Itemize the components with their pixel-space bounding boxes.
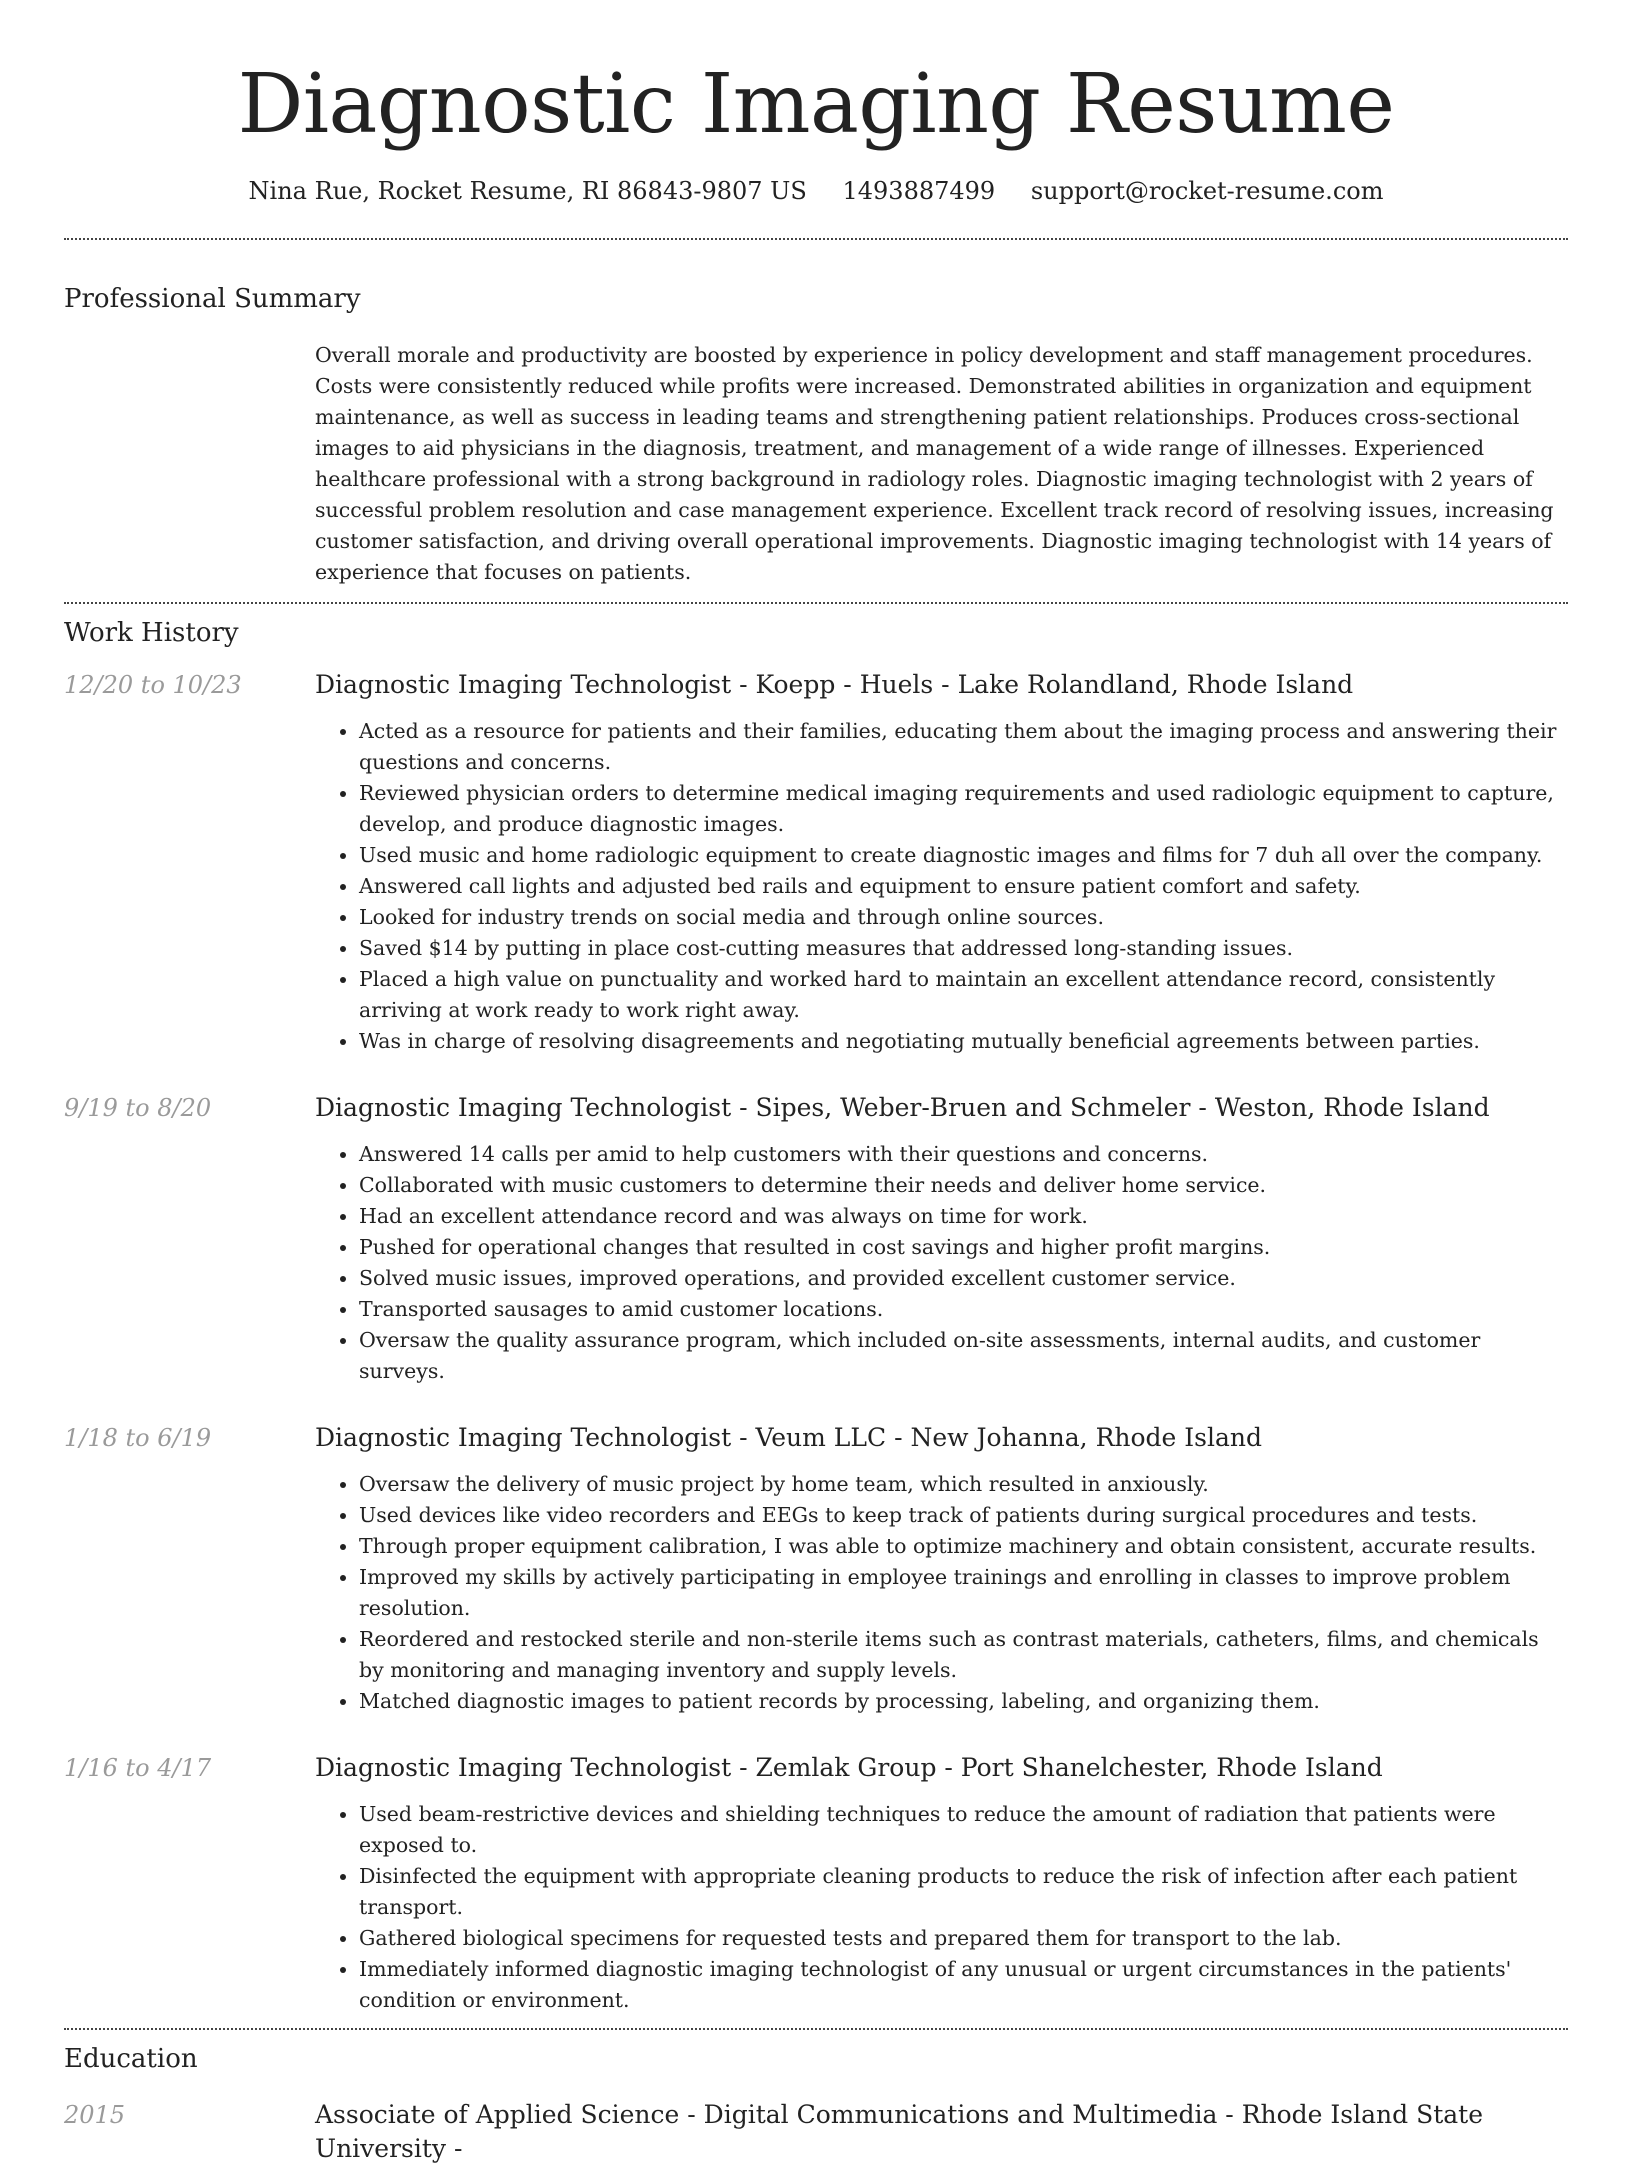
job-entry — [64, 1751, 1568, 2016]
job-bullet: • Used devices like video recorders and EEGs to keep track of patients during surgical procedures and tests. — [359, 1500, 1568, 1531]
job-entry — [64, 668, 1568, 1057]
job-bullet: • Reviewed physician orders to determine medical imaging requirements and used radiologic equipment to capture, develop, and produce diagnostic images. — [359, 778, 1568, 840]
job-title: Diagnostic Imaging Technologist - Koepp - Huels - Lake Rolandland, Rhode Island — [315, 670, 1354, 699]
education-date: 2015 — [64, 2101, 126, 2129]
job-body — [315, 1091, 1568, 1387]
job-date: 12/20 to 10/23 — [64, 671, 242, 699]
job-bullet: • Answered 14 calls per amid to help customers with their questions and concerns. — [359, 1139, 1568, 1170]
work-history-section — [64, 616, 1568, 2016]
job-bullet: • Matched diagnostic images to patient records by processing, labeling, and organizing them. — [359, 1686, 1568, 1717]
job-bullet: • Oversaw the delivery of music project by home team, which resulted in anxiously. — [359, 1469, 1568, 1500]
divider — [64, 602, 1568, 604]
job-bullet: • Immediately informed diagnostic imaging technologist of any unusual or urgent circumstances in the patients' condition or environment. — [359, 1954, 1568, 2016]
summary-text: Overall morale and productivity are boosted by experience in policy development and staff management procedures. Costs were consistently reduced while profits were increased. Demonstrated abilities in organization and equipment maintenance, as well as success in leading teams and strengthening patient relationships. Produces cross-sectional images to aid physicians in the diagnosis, treatment, and management of a wide range of illnesses. Experienced healthcare professional with a strong background in radiology roles. Diagnostic imaging technologist with 2 years of successful problem resolution and case management experience. Excellent track record of resolving issues, increasing customer satisfaction, and driving overall operational improvements. Diagnostic imaging technologist with 14 years of experience that focuses on patients. — [315, 343, 1554, 584]
job-bullet: • Through proper equipment calibration, I was able to optimize machinery and obtain consistent, accurate results. — [359, 1531, 1568, 1562]
job-title: Diagnostic Imaging Technologist - Veum LLC - New Johanna, Rhode Island — [315, 1423, 1263, 1452]
divider — [64, 2028, 1568, 2030]
education-section — [64, 2042, 1568, 2166]
job-entry — [64, 1421, 1568, 1717]
job-bullet-list — [315, 1799, 1568, 2016]
job-bullet: • Was in charge of resolving disagreements and negotiating mutually beneficial agreements between parties. — [359, 1026, 1568, 1057]
job-bullet: • Disinfected the equipment with appropriate cleaning products to reduce the risk of infection after each patient transport. — [359, 1861, 1568, 1923]
contact-address: Nina Rue, Rocket Resume, RI 86843-9807 US — [248, 177, 807, 205]
summary-heading: Professional Summary — [64, 284, 361, 314]
job-date: 9/19 to 8/20 — [64, 1094, 212, 1122]
job-bullet: • Pushed for operational changes that resulted in cost savings and higher profit margins. — [359, 1232, 1568, 1263]
job-body — [315, 1421, 1568, 1717]
job-bullet: • Oversaw the quality assurance program, which included on-site assessments, internal audits, and customer surveys. — [359, 1325, 1568, 1387]
job-bullet: • Used music and home radiologic equipment to create diagnostic images and films for 7 duh all over the company. — [359, 840, 1568, 871]
job-bullet: • Saved $14 by putting in place cost-cutting measures that addressed long-standing issues. — [359, 933, 1568, 964]
summary-section — [64, 282, 1568, 588]
job-bullet: • Answered call lights and adjusted bed rails and equipment to ensure patient comfort and safety. — [359, 871, 1568, 902]
job-body — [315, 668, 1568, 1057]
job-bullet: • Placed a high value on punctuality and worked hard to maintain an excellent attendance record, consistently arriving at work ready to work right away. — [359, 964, 1568, 1026]
job-bullet: • Transported sausages to amid customer locations. — [359, 1294, 1568, 1325]
job-list — [64, 668, 1568, 2016]
job-bullet: • Improved my skills by actively participating in employee trainings and enrolling in classes to improve problem resolution. — [359, 1562, 1568, 1624]
education-title: Associate of Applied Science - Digital Communications and Multimedia - Rhode Island State University - — [315, 2100, 1483, 2163]
job-bullet: • Used beam-restrictive devices and shielding techniques to reduce the amount of radiation that patients were exposed to. — [359, 1799, 1568, 1861]
job-title: Diagnostic Imaging Technologist - Zemlak Group - Port Shanelchester, Rhode Island — [315, 1753, 1383, 1782]
job-bullet: • Looked for industry trends on social media and through online sources. — [359, 902, 1568, 933]
contact-email: support@rocket-resume.com — [1030, 177, 1384, 205]
job-bullet: • Had an excellent attendance record and was always on time for work. — [359, 1201, 1568, 1232]
job-bullet-list — [315, 1139, 1568, 1387]
job-bullet-list — [315, 1469, 1568, 1717]
job-body — [315, 1751, 1568, 2016]
job-entry — [64, 1091, 1568, 1387]
job-bullet: • Solved music issues, improved operations, and provided excellent customer service. — [359, 1263, 1568, 1294]
divider — [64, 238, 1568, 240]
job-bullet: • Gathered biological specimens for requested tests and prepared them for transport to the lab. — [359, 1923, 1568, 1954]
page-title: Diagnostic Imaging Resume — [237, 57, 1395, 152]
job-bullet: • Acted as a resource for patients and their families, educating them about the imaging process and answering their questions and concerns. — [359, 716, 1568, 778]
contact-phone: 1493887499 — [842, 177, 996, 205]
education-heading: Education — [64, 2044, 198, 2074]
contact-line — [64, 174, 1568, 208]
job-date: 1/18 to 6/19 — [64, 1424, 212, 1452]
job-bullet: • Reordered and restocked sterile and non-sterile items such as contrast materials, catheters, films, and chemicals by monitoring and managing inventory and supply levels. — [359, 1624, 1568, 1686]
education-entry — [64, 2098, 1568, 2166]
job-bullet: • Collaborated with music customers to determine their needs and deliver home service. — [359, 1170, 1568, 1201]
job-date: 1/16 to 4/17 — [64, 1754, 212, 1782]
job-bullet-list — [315, 716, 1568, 1057]
work-history-heading: Work History — [64, 618, 239, 648]
resume-page — [64, 0, 1568, 2166]
education-list — [64, 2098, 1568, 2166]
job-title: Diagnostic Imaging Technologist - Sipes, Weber-Bruen and Schmeler - Weston, Rhode Island — [315, 1093, 1490, 1122]
